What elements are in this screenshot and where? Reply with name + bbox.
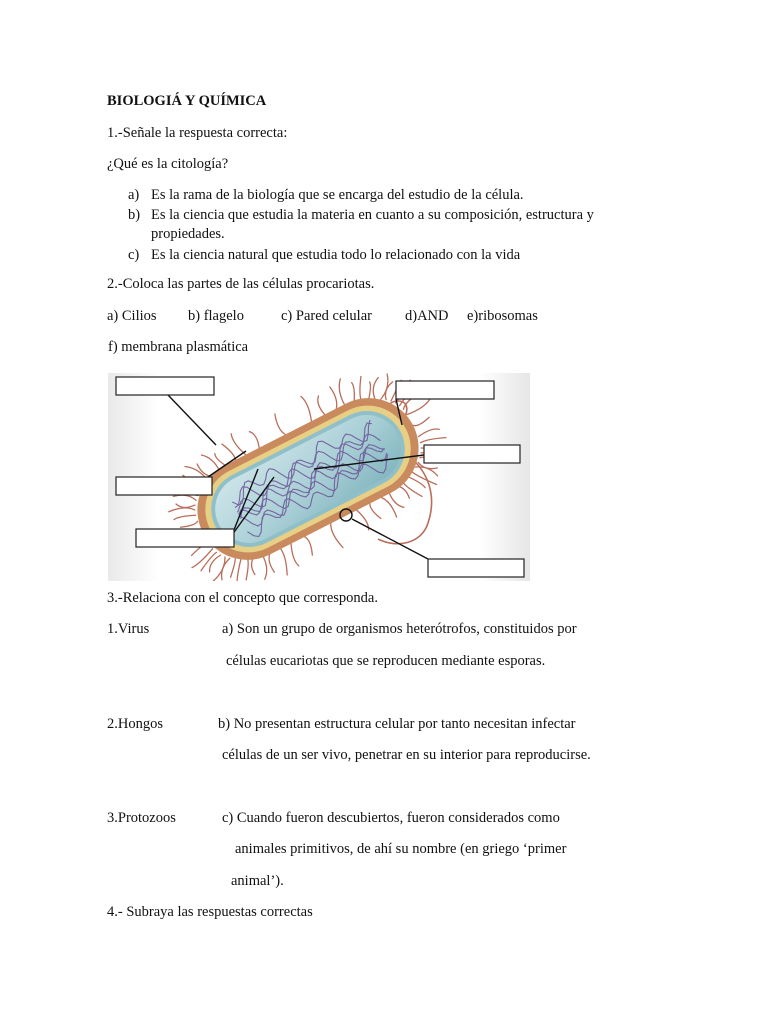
q1-option-b-text-cont: propiedades. (151, 226, 225, 242)
prokaryotic-cell-diagram (108, 373, 530, 581)
q2-part-a: a) Cilios (107, 308, 157, 324)
q3-def-a-line2: células eucariotas que se reproducen mediante esporas. (226, 653, 546, 669)
page-title: BIOLOGIÁ Y QUÍMICA (107, 93, 267, 109)
label-box-2[interactable] (116, 477, 212, 495)
q3-term-virus: 1.Virus (107, 621, 150, 637)
q3-def-c-line3: animal’). (231, 873, 284, 889)
q3-def-b-line1: b) No presentan estructura celular por tanto necesitan infectar (218, 716, 576, 732)
label-box-4[interactable] (396, 381, 494, 399)
q3-term-hongos: 2.Hongos (107, 716, 163, 732)
q2-part-d: d)AND (405, 308, 449, 324)
q3-def-b-line2: células de un ser vivo, penetrar en su interior para reproducirse. (222, 747, 591, 763)
q1-option-a-text: Es la rama de la biología que se encarga del estudio de la célula. (151, 187, 524, 203)
q2-part-c: c) Pared celular (281, 308, 372, 324)
label-box-5[interactable] (424, 445, 520, 463)
q2-part-e: e)ribosomas (467, 308, 538, 324)
q2-part-b: b) flagelo (188, 308, 244, 324)
q2-part-f: f) membrana plasmática (108, 339, 249, 355)
q3-def-c-line2: animales primitivos, de ahí su nombre (en griego ‘primer (235, 841, 567, 857)
q3-def-c-line1: c) Cuando fueron descubiertos, fueron considerados como (222, 810, 560, 826)
q1-option-b-text: Es la ciencia que estudia la materia en cuanto a su composición, estructura y (151, 207, 594, 223)
q4-heading: 4.- Subraya las respuestas correctas (107, 904, 313, 920)
q1-option-c-text: Es la ciencia natural que estudia todo lo relacionado con la vida (151, 247, 521, 263)
label-box-3[interactable] (136, 529, 234, 547)
q3-def-a-line1: a) Son un grupo de organismos heterótrofos, constituidos por (222, 621, 577, 637)
q1-question: ¿Qué es la citología? (107, 156, 229, 172)
label-box-6[interactable] (428, 559, 524, 577)
q3-term-protozoos: 3.Protozoos (107, 810, 176, 826)
q2-heading: 2.-Coloca las partes de las células procariotas. (107, 276, 375, 292)
q3-heading: 3.-Relaciona con el concepto que corresponda. (107, 590, 378, 606)
q1-option-b-letter: b) (128, 207, 141, 223)
q1-heading: 1.-Señale la respuesta correcta: (107, 125, 288, 141)
label-box-1[interactable] (116, 377, 214, 395)
q1-option-c-letter: c) (128, 247, 140, 263)
q1-option-a-letter: a) (128, 187, 140, 203)
